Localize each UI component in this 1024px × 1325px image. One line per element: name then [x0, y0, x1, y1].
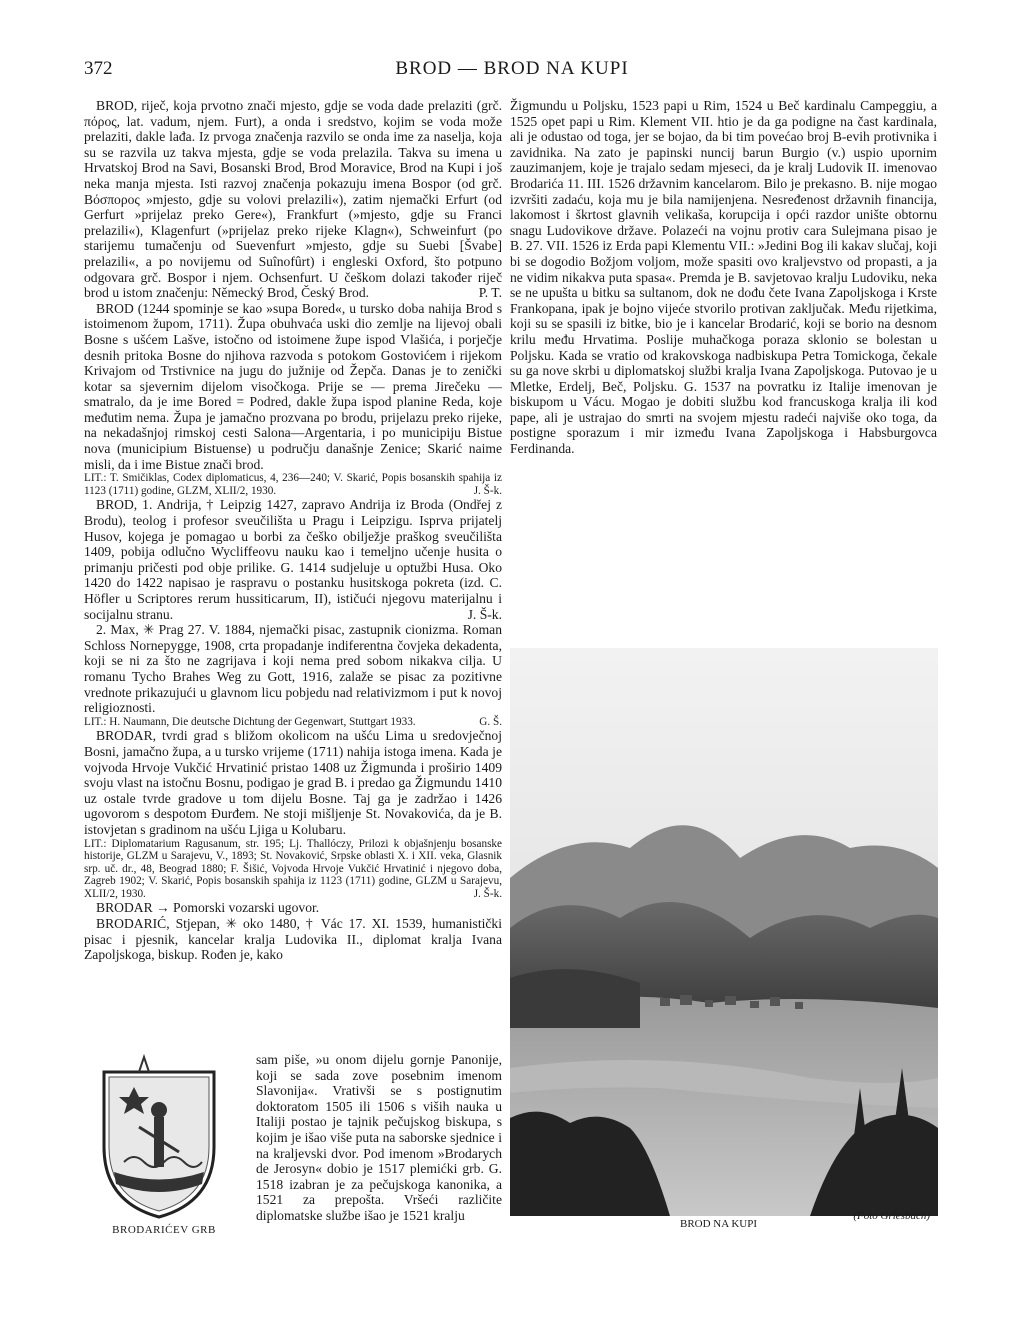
entry-brodar: BRODAR, tvrdi grad s bližom okolicom na ušću Lima u sredovječnoj Bosni, jamačno župa, a u tursko vrijeme (1711) nahija istoga imena. Kada je vojvoda Hrvoje Vukčić Hrvatinić pristao 1408 uz Žigmunda i proširio 1409 svoju vlast na istočnu Bosnu, podigao je grad B. i predao ga Žigmundu 1410 uz ostale tvrde gradove u tom dijelu Bosne. Taj ga je zadržao i 1426 ugovorom s despotom Đurđem. Ne stoji mišljenje St. Novakovića, da je B. istovjetan s gradinom na ušću Ljiga u Kolubaru.	[84, 728, 502, 837]
entry-brod-max: 2. Max, ✳ Prag 27. V. 1884, njemački pisac, zastupnik cionizma. Roman Schloss Nornepygge, 1908, crta propadanje indiferentna čovjeka dekadenta, koji se ni za što ne zagrijava i koji nema pred sobom nikakva cilja. U romanu Tycho Brahes Weg zu Gott, 1916, zalaže se pisac za pozitivne vrednote prikazujući u glavnom licu pobjedu nad relativizmom i put k novoj religioznosti.	[84, 622, 502, 716]
entry-brod-andrija: BROD, 1. Andrija, † Leipzig 1427, zapravo Andrija iz Broda (Ondřej z Brodu), teolog i profesor sveučilišta u Pragu i Leipzigu. Isprva prijatelj Husov, kojega je pomagao u borbi za češko obilježje praškog sveučilišta 1409, pobija odlučno Wycliffeovu nauku kao i temeljno učenje husita o primanju pričesti pod obje prilike. G. 1414 sudjeluje u optužbi Husa. Oko 1420 do 1422 napisao je raspravu o postanku husitskoga pokreta (izd. C. Höfler u Scriptores rerum hussiticarum, II), ističući njegovu materijalnu i socijalnu stranu. J. Š-k.	[84, 497, 502, 622]
lit-brodar: LIT.: Diplomatarium Ragusanum, str. 195; Lj. Thallóczy, Prilozi k objašnjenju bosanske historije, GLZM u Sarajevu, V., 1893; St. Novaković, Srpske oblasti X. i XII. veka, Glasnik srp. uč. dr., 48, Beograd 1880; F. Šišić, Vojvoda Hrvoje Vukčić Hrvatinić i njegovo doba, Zagreb 1902; V. Skarić, Popis bosanskih spahija iz 1123 (1711) godine, GLZM u Sarajevu, XLII/2, 1930. J. Š-k.	[84, 837, 502, 900]
photo-credit: (Foto Griesbach)	[853, 1210, 930, 1222]
page-number: 372	[84, 58, 113, 79]
lit-brod-max: LIT.: H. Naumann, Die deutsche Dichtung der Gegenwart, Stuttgart 1933. G. Š.	[84, 715, 502, 728]
entry-brodaric-continued: sam piše, »u onom dijelu gornje Panonije, koji se sada zove posebnim imenom Slavonija«. Vrativši se s postignutim doktoratom 1505 ili 1506 s viših nauka u Italiji postao je tajnik pečujskog biskupa, s kojim je išao više puta na saborske sjednice i na kraljevski dvor. Pod imenom »Brodarych de Jerosyn« dobio je 1517 plemićki grb. G. 1518 izabran je za pečujskoga kanonika, a 1521 za prepošta. Vršeći različite diplomatske službe išao je 1521 kralju	[256, 1052, 502, 1223]
landscape-photo-image	[510, 648, 938, 1216]
photo-brod-na-kupi	[510, 648, 938, 1216]
entry-brod: BROD, riječ, koja prvotno znači mjesto, gdje se voda dade prelaziti (grč. πόρος, lat. vadum, njem. Furt), a onda i sredstvo, kojim se voda može prelaziti, dakle lađa. Iz prvoga značenja razvilo se onda ime za naselja, koja su se razvila uz takva mjesta, gdje se voda prelazila. Takva su imena u Hrvatskoj Brod na Savi, Bosanski Brod, Brod Moravice, Brod na Kupi i još neka manja mjesta. Isti razvoj značenja pokazuju imena Bospor (od grč. Βόσπορος »mjesto, gdje su volovi prelazili«), zatim njemački Erfurt (od Gerfurt »prijelaz preko Gere«), Frankfurt (»mjesto, gdje su Franci prelazili«), Klagenfurt (»prijelaz preko rijeke Klagn«), Schweinfurt (po starijemu tumačenju od Suevenfurt »mjesto, gdje su Suebi [Švabe] prelazili«, a po novijemu od Suînofûrt) i engleski Oxford, što potpuno odgovara grč. Bospor i njem. Ochsenfurt. U češkom dolazi također riječ brod u istom značenju: Německý Brod, Český Brod. P. T.	[84, 98, 502, 301]
entry-brodaric-right: Žigmundu u Poljsku, 1523 papi u Rim, 1524 u Beč kardinalu Campeggiu, a 1525 opet papi u Rim. Klement VII. htio je da ga podigne na čast kardinala, ali je odustao od toga, jer se bojao, da bi tim povećao broj B-evih protivnika i zavidnika. Na zato je papinski nuncij barun Burgio (v.) uspio upornim zauzimanjem, koje je trajalo sedam mjeseci, da je kralj Ludovik II. imenovao Brodarića 11. III. 1526 državnim kancelarom. Bilo je prekasno. B. nije mogao izvršiti zadaću, koja mu je bila namijenjena. Nesređenost državnih financija, lakomost i škrtost glavnih velikaša, korupcija i opći razdor unište obtornu snagu Ludovikove države. Polazeći na vojnu protiv cara Sulejmana pisao je B. 27. VII. 1526 iz Erda papi Klementu VII.: »Jedini Bog ili kakav slučaj, koji bi se dogodio Božjom voljom, može spasiti ovo kraljevstvo od propasti, a ja ne vidim nikakva puta spasa«. Premda je B. savjetovao kralju Ludoviku, neka se ne upušta u bitku sa sultanom, dok ne dođu čete Ivana Zapoljskoga i Krste Frankopana, ipak je bojno vijeće stvorilo protivan zaključak. Među rijetkima, koji su se spasili iz bitke, bio je i kancelar Brodarić, koji se borio na desnom krilu među Hrvatima. Poslije muhačkoga poraza sklonio se bolestan u Poljsku. Kada se vratio od krakovskoga nadbiskupa Petra Tomickoga, čekale su ga nove skrbi u diplomatskoj službi kralja Ivana Zapoljskoga. Putovao je u Mletke, Erdelj, Beč, Poljsku. G. 1537 na povratku iz Italije imenovan je biskupom u Vácu. Mogao je dobiti službu kod francuskoga kralja ili kod pape, ali je ustrajao do smrti na svojem mjestu radeći najviše oko toga, da postigne sporazum i mir između Ivana Zapoljskoga i Habsburgovca Ferdinanda.	[510, 98, 937, 457]
left-column	[84, 98, 502, 963]
coat-of-arms-image	[84, 1052, 234, 1222]
entry-brodaric: BRODARIĆ, Stjepan, ✳ oko 1480, † Vác 17. XI. 1539, humanistički pisac i pjesnik, kancelar kralja Ludovika II., diplomat kralja Ivana Zapoljskoga, biskup. Rođen je, kako	[84, 916, 502, 963]
lit-brod-zupa: LIT.: T. Smičiklas, Codex diplomaticus, 4, 236—240; V. Skarić, Popis bosanskih spahija iz 1123 (1711) godine, GLZM, XLII/2, 1930. J. Š-k.	[84, 472, 502, 497]
entry-brodar-ref: BRODAR → Pomorski vozarski ugovor.	[96, 900, 320, 916]
running-head: BROD — BROD NA KUPI	[395, 58, 629, 79]
right-column	[510, 98, 937, 457]
coat-caption: BRODARIĆEV GRB	[112, 1224, 216, 1236]
brodaric-figure-area	[84, 1052, 502, 1242]
photo-caption: BROD NA KUPI	[680, 1218, 758, 1230]
entry-brod-zupa: BROD (1244 spominje se kao »supa Bored«, u tursko doba nahija Brod s istoimenom župom, 1711). Župa obuhvaća uski dio zemlje na lijevoj obali Bosne s ušćem Lašve, istočno od istoimene župe ispod Vlašića, i porječje desnih pritoka Bosne do njihova razvoda s potokom Gostovićem i rijekom Krivajom od Trstivnice na jugu do južnije od Žepča. Danas je to zenički kotar sa sjevernim dijelom visočkoga. Prije se — prema Jirečeku — smatralo, da je ime Bored = Podred, dakle župa ispod planine Reda, koje međutim nema. Župa je jamačno prozvana po brodu, prijelazu preko rijeke, na nekadašnjoj rimskoj cesti Salona—Argentaria, i po municipiju Bistue nova (municipium Bistuense) u području današnje Zenice; Skarić naime misli, da i ime Bistue znači brod.	[84, 300, 502, 472]
